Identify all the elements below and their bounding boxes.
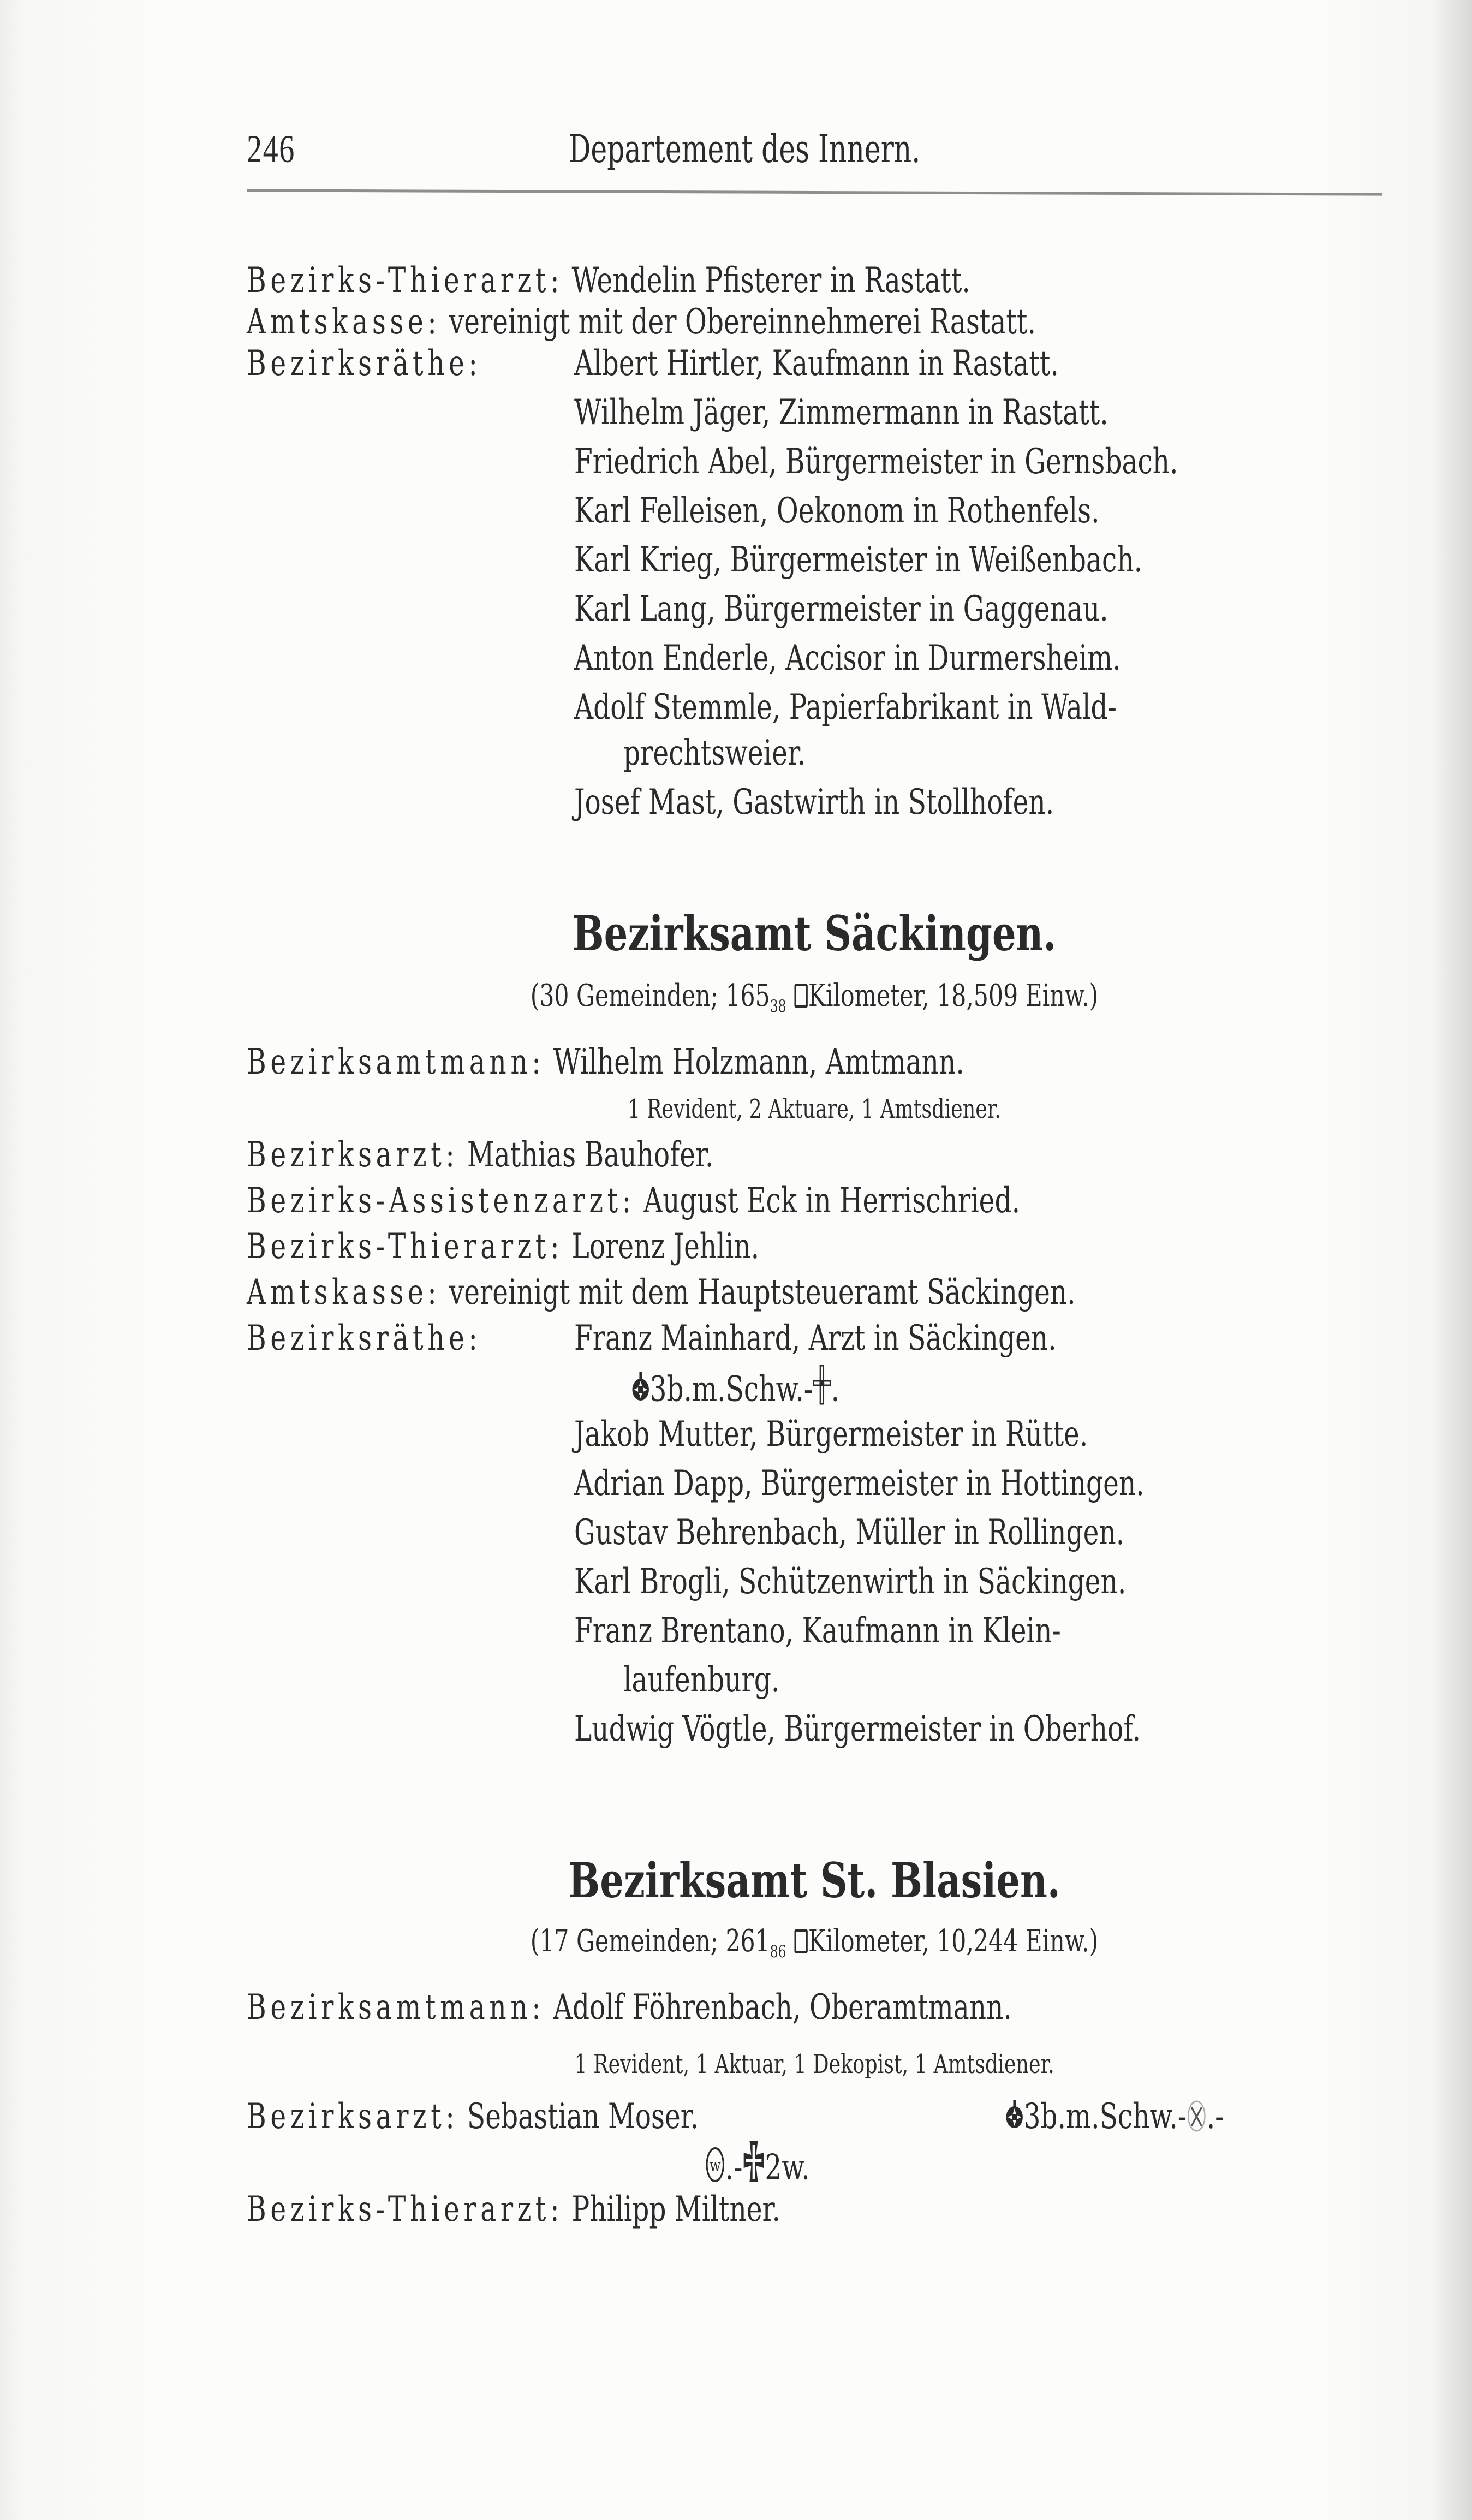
entry-thierarzt-prev: Bezirks-Thierarzt: Wendelin Pfisterer in Rastatt. xyxy=(247,260,970,301)
councillor: Karl Krieg, Bürgermeister in Weißenbach. xyxy=(574,540,1143,580)
councillors-label-prev: Bezirksräthe: xyxy=(247,343,482,384)
councillor: Ludwig Vögtle, Bürgermeister in Oberhof. xyxy=(574,1709,1141,1749)
councillor: Anton Enderle, Accisor in Durmersheim. xyxy=(574,638,1121,678)
section-title-st-blasien: Bezirksamt St. Blasien. xyxy=(568,1852,1060,1909)
entry-thierarzt-saeckingen: Bezirks-Thierarzt: Lorenz Jehlin. xyxy=(247,1226,760,1267)
councillor: Adrian Dapp, Bürgermeister in Hottingen. xyxy=(574,1463,1145,1504)
entry-amtskasse-saeckingen: Amtskasse: vereinigt mit dem Hauptsteueramt Säckingen. xyxy=(247,1272,1076,1313)
staff-saeckingen: 1 Revident, 2 Aktuare, 1 Amtsdiener. xyxy=(628,1094,1001,1124)
entry-amtmann-saeckingen: Bezirksamtmann: Wilhelm Holzmann, Amtmann. xyxy=(247,1042,964,1082)
iron-cross-icon xyxy=(742,2140,765,2193)
running-head xyxy=(247,127,1382,176)
entry-bezirksarzt-st-blasien: Bezirksarzt: Sebastian Moser. xyxy=(247,2096,699,2137)
staff-st-blasien: 1 Revident, 1 Aktuar, 1 Dekopist, 1 Amtsdiener. xyxy=(574,2049,1054,2080)
bezirksarzt-decorations-line2: w .- 2w. xyxy=(705,2140,810,2181)
running-title: Departement des Innern. xyxy=(569,127,921,171)
councillors-label-saeckingen: Bezirksräthe: xyxy=(247,1318,482,1359)
header-rule xyxy=(247,189,1382,195)
svg-text:w: w xyxy=(709,2155,721,2176)
entry-assistenzarzt-saeckingen: Bezirks-Assistenzarzt: August Eck in Herrischried. xyxy=(247,1181,1021,1221)
councillor-decorations: 3b.m.Schw.- . xyxy=(631,1365,839,1406)
section-meta-saeckingen: (30 Gemeinden; $165_{38}$ Kilometer, 18,509 Einw.) xyxy=(530,978,1099,1016)
councillor-continuation: laufenburg. xyxy=(623,1660,780,1700)
entry-thierarzt-st-blasien: Bezirks-Thierarzt: Philipp Miltner. xyxy=(247,2189,780,2230)
order-cross-icon xyxy=(631,1370,649,1414)
councillor: Karl Lang, Bürgermeister in Gaggenau. xyxy=(574,589,1109,629)
councillor: Franz Mainhard, Arzt in Säckingen. xyxy=(574,1318,1057,1359)
councillor: Josef Mast, Gastwirth in Stollhofen. xyxy=(574,782,1054,823)
square-symbol-icon xyxy=(795,1929,808,1953)
section-meta-st-blasien: (17 Gemeinden; $261_{86}$ Kilometer, 10,244 Einw.) xyxy=(530,1923,1099,1962)
entry-bezirksarzt-saeckingen: Bezirksarzt: Mathias Bauhofer. xyxy=(247,1135,714,1175)
councillor: Albert Hirtler, Kaufmann in Rastatt. xyxy=(574,343,1059,384)
entry-amtskasse-prev: Amtskasse: vereinigt mit der Obereinnehmerei Rastatt. xyxy=(247,302,1036,342)
councillor: Wilhelm Jäger, Zimmermann in Rastatt. xyxy=(574,392,1109,433)
councillor: Franz Brentano, Kaufmann in Klein- xyxy=(574,1611,1061,1651)
section-title-saeckingen: Bezirksamt Säckingen. xyxy=(572,905,1057,962)
order-cross-icon xyxy=(1005,2098,1023,2142)
w-medal-icon xyxy=(705,2145,725,2193)
page-number: 246 xyxy=(247,127,295,171)
square-symbol-icon xyxy=(795,984,808,1008)
bezirksarzt-decorations: 3b.m.Schw.- .- xyxy=(1005,2096,1224,2137)
crossed-swords-medal-icon xyxy=(1187,2098,1206,2142)
councillor: Jakob Mutter, Bürgermeister in Rütte. xyxy=(574,1414,1088,1455)
councillor: Karl Felleisen, Oekonom in Rothenfels. xyxy=(574,491,1100,531)
councillor-continuation: prechtsweier. xyxy=(623,733,806,773)
councillor: Friedrich Abel, Bürgermeister in Gernsbach. xyxy=(574,442,1178,482)
councillor: Karl Brogli, Schützenwirth in Säckingen. xyxy=(574,1562,1127,1602)
military-cross-icon xyxy=(813,1365,831,1414)
councillor: Gustav Behrenbach, Müller in Rollingen. xyxy=(574,1512,1125,1553)
entry-amtmann-st-blasien: Bezirksamtmann: Adolf Föhrenbach, Oberamtmann. xyxy=(247,1987,1012,2028)
councillor: Adolf Stemmle, Papierfabrikant in Wald- xyxy=(574,687,1117,728)
